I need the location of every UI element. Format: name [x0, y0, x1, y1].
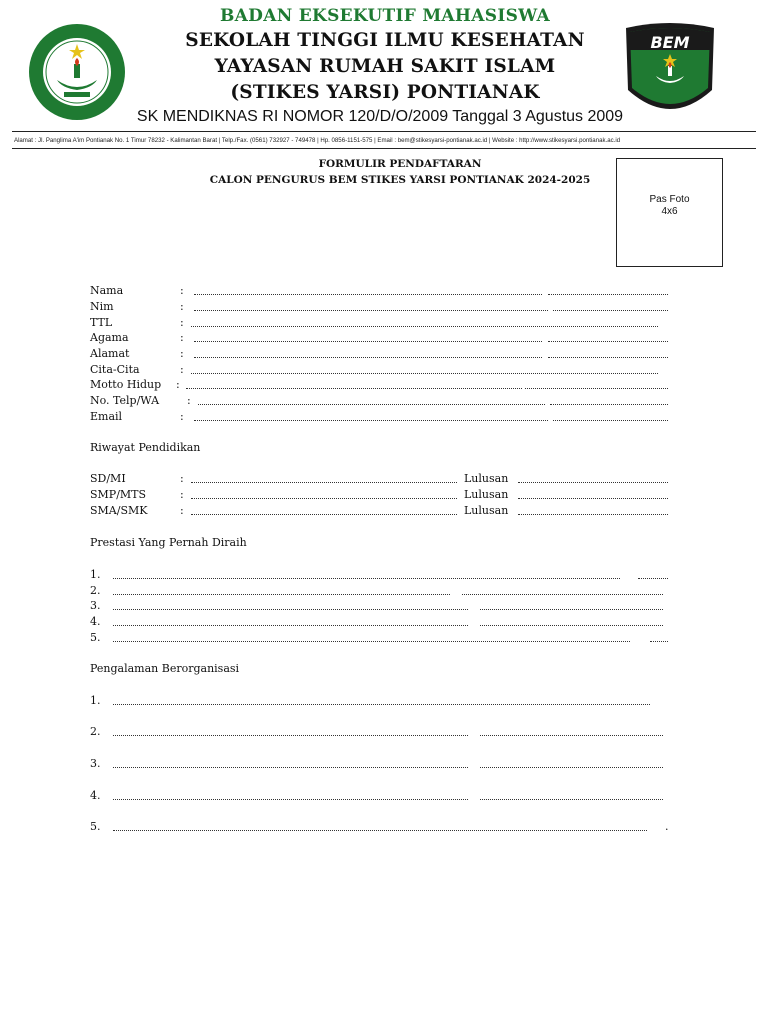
field-colon: : [180, 410, 184, 423]
organization-row [90, 757, 690, 771]
organization-number: 1. [90, 694, 101, 707]
form-field-row [90, 394, 690, 408]
field-input-line[interactable] [194, 328, 542, 342]
header-rule-top [12, 131, 756, 132]
bem-logo [620, 20, 720, 122]
org-name: BADAN EKSEKUTIF MAHASISWA [220, 6, 550, 26]
education-colon: : [180, 504, 184, 517]
achievement-line[interactable] [480, 612, 663, 626]
education-colon: : [180, 488, 184, 501]
school-name-line[interactable] [191, 485, 457, 499]
field-label: Email [90, 410, 123, 423]
field-input-line[interactable] [553, 407, 668, 421]
achievement-row [90, 568, 690, 582]
graduation-year-line[interactable] [518, 501, 668, 515]
field-label: Alamat [90, 347, 130, 360]
school-name-line[interactable] [191, 469, 457, 483]
achievement-number: 1. [90, 568, 101, 581]
institution-abbrev: (STIKES YARSI) PONTIANAK [230, 82, 540, 103]
field-colon: : [180, 363, 184, 376]
field-label: Nama [90, 284, 124, 297]
field-colon: : [180, 300, 184, 313]
field-label: Nim [90, 300, 114, 313]
achievement-row [90, 615, 690, 629]
education-label: SMP/MTS [90, 488, 147, 501]
graduation-label: Lulusan [464, 504, 509, 517]
achievement-line[interactable] [113, 581, 450, 595]
organization-line[interactable] [113, 754, 468, 768]
organization-heading: Pengalaman Berorganisasi [90, 662, 240, 675]
achievement-line[interactable] [113, 565, 620, 579]
achievements-heading: Prestasi Yang Pernah Diraih [90, 536, 247, 549]
achievement-line[interactable] [480, 596, 663, 610]
organization-row [90, 725, 690, 739]
address-line: Alamat : Jl. Panglima A'im Pontianak No. 1 Timur 78232 - Kalimantan Barat | Telp./Fax. (0561) 732927 - 749478 | Hp. 0856-1151-575 | Email : bem@stikesyarsi-pontianak.ac.id | Website : http://www.stikesyarsi.pontianak.ac.id [14, 137, 621, 144]
form-subtitle: CALON PENGURUS BEM STIKES YARSI PONTIANAK 2024-2025 [209, 174, 591, 186]
organization-number: 3. [90, 757, 101, 770]
field-label: No. Telp/WA [90, 394, 160, 407]
field-input-line[interactable] [548, 344, 668, 358]
field-label: Motto Hidup [90, 378, 162, 391]
organization-line[interactable] [480, 786, 663, 800]
achievement-line[interactable] [638, 565, 668, 579]
organization-number: 5. [90, 820, 101, 833]
achievement-row [90, 599, 690, 613]
field-colon: : [180, 284, 184, 297]
achievement-line[interactable] [113, 612, 468, 626]
achievement-line[interactable] [462, 581, 663, 595]
field-input-line[interactable] [194, 281, 542, 295]
education-colon: : [180, 472, 184, 485]
field-input-line[interactable] [186, 375, 522, 389]
graduation-year-line[interactable] [518, 469, 668, 483]
form-field-row [90, 347, 690, 361]
field-input-line[interactable] [194, 407, 548, 421]
achievement-line[interactable] [113, 628, 630, 642]
field-input-line[interactable] [548, 328, 668, 342]
education-label: SD/MI [90, 472, 126, 485]
svg-text:BEM: BEM [650, 33, 690, 52]
form-field-row [90, 410, 690, 424]
organization-line[interactable] [113, 786, 468, 800]
institution-name: SEKOLAH TINGGI ILMU KESEHATAN [185, 30, 585, 51]
field-input-line[interactable] [548, 281, 668, 295]
achievement-number: 5. [90, 631, 101, 644]
field-input-line[interactable] [553, 297, 668, 311]
field-input-line[interactable] [191, 313, 658, 327]
organization-number: 4. [90, 789, 101, 802]
graduation-label: Lulusan [464, 472, 509, 485]
trailing-dot: . [665, 820, 669, 833]
achievement-number: 3. [90, 599, 101, 612]
field-colon: : [180, 331, 184, 344]
photo-box[interactable] [616, 158, 723, 267]
graduation-year-line[interactable] [518, 485, 668, 499]
field-input-line[interactable] [198, 391, 545, 405]
field-input-line[interactable] [194, 344, 542, 358]
education-row [90, 504, 690, 518]
field-input-line[interactable] [550, 391, 668, 405]
photo-size: 4x6 [661, 206, 678, 217]
field-colon: : [187, 394, 191, 407]
form-field-row [90, 300, 690, 314]
form-title: FORMULIR PENDAFTARAN [318, 158, 482, 170]
field-input-line[interactable] [191, 360, 658, 374]
education-row [90, 488, 690, 502]
organization-line[interactable] [113, 817, 647, 831]
field-label: TTL [90, 316, 113, 329]
field-colon: : [180, 316, 184, 329]
field-input-line[interactable] [194, 297, 548, 311]
field-colon: : [176, 378, 180, 391]
field-label: Cita-Cita [90, 363, 140, 376]
achievement-line[interactable] [650, 628, 668, 642]
foundation-name: YAYASAN RUMAH SAKIT ISLAM [214, 56, 556, 77]
stikes-yarsi-logo [12, 22, 142, 122]
form-field-row [90, 284, 690, 298]
education-label: SMA/SMK [90, 504, 148, 517]
organization-row [90, 820, 690, 834]
achievement-line[interactable] [113, 596, 468, 610]
achievement-row [90, 631, 690, 645]
field-label: Agama [90, 331, 129, 344]
education-row [90, 472, 690, 486]
school-name-line[interactable] [191, 501, 457, 515]
photo-label: Pas Foto [649, 194, 690, 205]
education-heading: Riwayat Pendidikan [90, 441, 201, 454]
organization-line[interactable] [113, 722, 468, 736]
organization-row [90, 694, 690, 708]
organization-line[interactable] [480, 754, 663, 768]
field-colon: : [180, 347, 184, 360]
form-field-row [90, 378, 690, 392]
field-input-line[interactable] [525, 375, 668, 389]
organization-row [90, 789, 690, 803]
achievement-number: 2. [90, 584, 101, 597]
organization-number: 2. [90, 725, 101, 738]
organization-line[interactable] [113, 691, 650, 705]
graduation-label: Lulusan [464, 488, 509, 501]
organization-line[interactable] [480, 722, 663, 736]
decree-line: SK MENDIKNAS RI NOMOR 120/D/O/2009 Tanggal 3 Agustus 2009 [136, 108, 624, 125]
header-rule-bottom [12, 148, 756, 149]
form-field-row [90, 331, 690, 345]
achievement-number: 4. [90, 615, 101, 628]
